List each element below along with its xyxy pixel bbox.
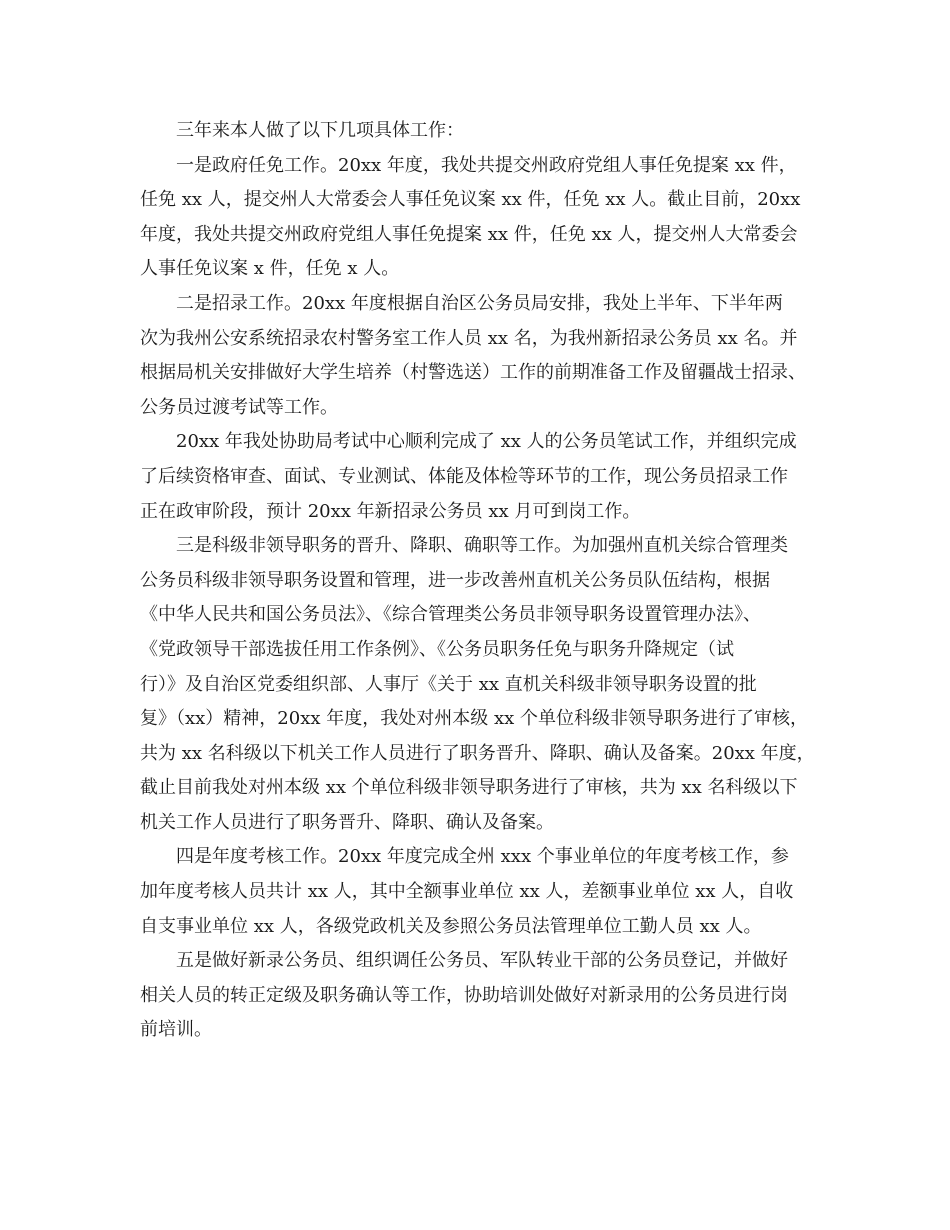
text-line: 次为我州公安系统招录农村警务室工作人员 xx 名，为我州新招录公务员 xx 名。并	[140, 327, 798, 349]
text-line: 前培训。	[140, 1019, 212, 1041]
text-line: 公务员科级非领导职务设置和管理，进一步改善州直机关公务员队伍结构，根据	[140, 569, 770, 591]
text-line: 五是做好新录公务员、组织调任公务员、军队转业干部的公务员登记，并做好	[176, 950, 788, 972]
text-line: 二是招录工作。20xx 年度根据自治区公务员局安排，我处上半年、下半年两	[176, 292, 783, 314]
text-line: 根据局机关安排做好大学生培养（村警选送）工作的前期准备工作及留疆战士招录、	[140, 362, 806, 384]
text-line: 一是政府任免工作。20xx 年度，我处共提交州政府党组人事任免提案 xx 件，	[176, 154, 797, 176]
text-line: 三是科级非领导职务的晋升、降职、确职等工作。为加强州直机关综合管理类	[176, 535, 788, 557]
text-line: 20xx 年我处协助局考试中心顺利完成了 xx 人的公务员笔试工作，并组织完成	[176, 431, 797, 453]
text-line: 年度，我处共提交州政府党组人事任免提案 xx 件，任免 xx 人，提交州人大常委会	[140, 223, 798, 245]
text-line: 了后续资格审查、面试、专业测试、体能及体检等环节的工作，现公务员招录工作	[140, 465, 788, 487]
document-body	[140, 114, 820, 1048]
text-line: 任免 xx 人，提交州人大常委会人事任免议案 xx 件，任免 xx 人。截止目前，20xx	[140, 189, 801, 211]
text-line: 加年度考核人员共计 xx 人，其中全额事业单位 xx 人，差额事业单位 xx 人，自收	[140, 881, 794, 903]
text-line: 相关人员的转正定级及职务确认等工作，协助培训处做好对新录用的公务员进行岗	[140, 984, 788, 1006]
text-line: 截止目前我处对州本级 xx 个单位科级非领导职务进行了审核，共为 xx 名科级以下	[140, 777, 798, 799]
text-line: 共为 xx 名科级以下机关工作人员进行了职务晋升、降职、确认及备案。20xx 年度，	[140, 742, 815, 764]
text-line: 人事任免议案 x 件，任免 x 人。	[140, 258, 400, 280]
text-line: 机关工作人员进行了职务晋升、降职、确认及备案。	[140, 811, 554, 833]
text-line: 四是年度考核工作。20xx 年度完成全州 xxx 个事业单位的年度考核工作，参	[176, 846, 789, 868]
text-line: 复》（xx）精神，20xx 年度，我处对州本级 xx 个单位科级非领导职务进行了审核，	[140, 708, 808, 730]
text-line: 三年来本人做了以下几项具体工作：	[176, 120, 464, 141]
text-line: 自支事业单位 xx 人，各级党政机关及参照公务员法管理单位工勤人员 xx 人。	[140, 915, 762, 937]
text-line: 正在政审阶段，预计 20xx 年新招录公务员 xx 月可到岗工作。	[140, 500, 641, 522]
text-line: 公务员过渡考试等工作。	[140, 396, 338, 418]
text-line: 行）》及自治区党委组织部、人事厅《关于 xx 直机关科级非领导职务设置的批	[140, 673, 757, 695]
text-line: 《党政领导干部选拔任用工作条例》、《公务员职务任免与职务升降规定（试	[140, 638, 734, 660]
text-line: 《中华人民共和国公务员法》、《综合管理类公务员非领导职务设置管理办法》、	[140, 604, 761, 626]
